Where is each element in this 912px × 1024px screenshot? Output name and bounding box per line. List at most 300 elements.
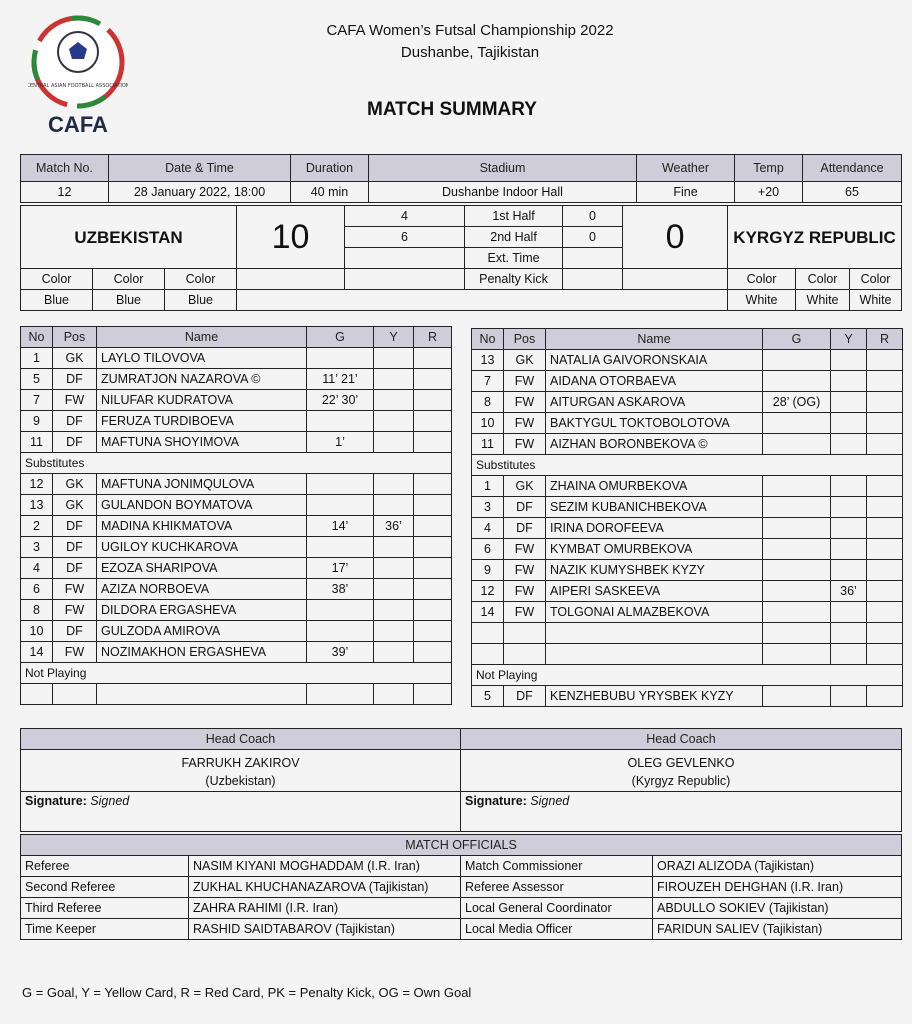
player-name: IRINA DOROFEEVA xyxy=(546,518,763,539)
player-no: 2 xyxy=(21,516,53,537)
player-yellow xyxy=(831,518,867,539)
official-row xyxy=(21,877,902,898)
player-name: NOZIMAKHON ERGASHEVA xyxy=(97,642,307,663)
player-pos xyxy=(504,644,546,665)
player-red xyxy=(414,432,452,453)
player-yellow: 36’ xyxy=(374,516,414,537)
player-name: UGILOY KUCHKAROVA xyxy=(97,537,307,558)
player-goals: 17’ xyxy=(307,558,374,579)
player-red xyxy=(867,518,903,539)
player-red xyxy=(414,495,452,516)
player-red xyxy=(414,558,452,579)
away-period-4 xyxy=(563,269,623,290)
home-coach-country: (Uzbekistan) xyxy=(205,773,276,788)
official-name: ORAZI ALIZODA (Tajikistan) xyxy=(653,856,902,877)
player-red xyxy=(867,434,903,455)
player-no xyxy=(21,684,53,705)
player-yellow xyxy=(831,476,867,497)
player-pos: DF xyxy=(504,497,546,518)
player-row xyxy=(21,579,452,600)
player-name: MAFTUNA SHOYIMOVA xyxy=(97,432,307,453)
player-row xyxy=(21,516,452,537)
player-red xyxy=(414,537,452,558)
player-name: NATALIA GAIVORONSKAIA xyxy=(546,350,763,371)
player-goals: 14’ xyxy=(307,516,374,537)
svg-text:CENTRAL ASIAN FOOTBALL ASSOCIA: CENTRAL ASIAN FOOTBALL ASSOCIATION xyxy=(28,83,128,89)
player-pos: FW xyxy=(53,642,97,663)
player-pos xyxy=(504,623,546,644)
player-row xyxy=(472,602,903,623)
official-row xyxy=(21,898,902,919)
player-yellow xyxy=(831,350,867,371)
player-pos: GK xyxy=(53,474,97,495)
player-row xyxy=(472,581,903,602)
player-goals xyxy=(307,684,374,705)
player-pos: FW xyxy=(504,581,546,602)
player-name: GULANDON BOYMATOVA xyxy=(97,495,307,516)
player-yellow xyxy=(374,537,414,558)
player-red xyxy=(867,371,903,392)
player-no: 10 xyxy=(472,413,504,434)
player-goals xyxy=(307,600,374,621)
player-goals xyxy=(763,539,831,560)
official-role: Time Keeper xyxy=(21,919,189,940)
player-no: 13 xyxy=(472,350,504,371)
header-y: Y xyxy=(831,329,867,350)
player-pos: DF xyxy=(504,518,546,539)
player-row xyxy=(21,621,452,642)
away-color: White xyxy=(796,290,850,311)
away-color: White xyxy=(850,290,902,311)
official-name: ABDULLO SOKIEV (Tajikistan) xyxy=(653,898,902,919)
player-name: MADINA KHIKMATOVA xyxy=(97,516,307,537)
player-no: 8 xyxy=(472,392,504,413)
player-name: ZUMRATJON NAZAROVA © xyxy=(97,369,307,390)
home-color-label: Color xyxy=(93,269,165,290)
player-yellow xyxy=(374,579,414,600)
player-goals xyxy=(307,537,374,558)
player-goals xyxy=(763,623,831,644)
player-red xyxy=(867,686,903,707)
player-goals xyxy=(763,602,831,623)
label-attendance: Attendance xyxy=(803,155,902,182)
away-period-2: 0 xyxy=(563,227,623,248)
header-r: R xyxy=(867,329,903,350)
player-pos: DF xyxy=(53,621,97,642)
player-row xyxy=(21,495,452,516)
substitutes-label: Substitutes xyxy=(472,455,903,476)
home-signature: Signature: Signed xyxy=(21,792,461,832)
player-row xyxy=(472,623,903,644)
home-total-score: 10 xyxy=(237,206,345,269)
home-coach-label: Head Coach xyxy=(21,729,461,750)
period-label-4: Penalty Kick xyxy=(465,269,563,290)
player-name: EZOZA SHARIPOVA xyxy=(97,558,307,579)
player-no: 7 xyxy=(472,371,504,392)
player-pos: DF xyxy=(53,369,97,390)
player-row xyxy=(472,350,903,371)
player-yellow xyxy=(831,686,867,707)
player-yellow xyxy=(374,369,414,390)
player-goals xyxy=(763,644,831,665)
away-lineup-table xyxy=(471,328,903,707)
player-name: KENZHEBUBU YRYSBEK KYZY xyxy=(546,686,763,707)
official-name: RASHID SAIDTABAROV (Tajikistan) xyxy=(189,919,461,940)
home-period-4 xyxy=(345,269,465,290)
period-label-3: Ext. Time xyxy=(465,248,563,269)
player-yellow xyxy=(374,474,414,495)
player-row xyxy=(472,392,903,413)
away-color-label: Color xyxy=(850,269,902,290)
home-color-label: Color xyxy=(165,269,237,290)
player-no: 9 xyxy=(472,560,504,581)
player-yellow xyxy=(374,642,414,663)
player-row xyxy=(21,348,452,369)
player-name: AIDANA OTORBAEVA xyxy=(546,371,763,392)
player-name: DILDORA ERGASHEVA xyxy=(97,600,307,621)
championship-name: CAFA Women’s Futsal Championship 2022 xyxy=(326,22,614,39)
weather: Fine xyxy=(637,182,735,203)
player-no: 6 xyxy=(21,579,53,600)
player-row xyxy=(472,434,903,455)
match-info-table xyxy=(20,154,902,203)
player-goals xyxy=(763,371,831,392)
player-name xyxy=(546,623,763,644)
player-goals: 22’ 30’ xyxy=(307,390,374,411)
official-row xyxy=(21,919,902,940)
header-g: G xyxy=(763,329,831,350)
home-color-label: Color xyxy=(21,269,93,290)
player-red xyxy=(867,560,903,581)
player-pos: FW xyxy=(504,434,546,455)
player-goals: 28’ (OG) xyxy=(763,392,831,413)
legend: G = Goal, Y = Yellow Card, R = Red Card, PK = Penalty Kick, OG = Own Goal xyxy=(22,985,472,1000)
player-yellow xyxy=(374,558,414,579)
header-r: R xyxy=(414,327,452,348)
player-goals xyxy=(307,348,374,369)
player-red xyxy=(867,581,903,602)
away-signature-value: Signed xyxy=(530,794,570,808)
cafa-logo xyxy=(28,12,128,142)
official-name: FARIDUN SALIEV (Tajikistan) xyxy=(653,919,902,940)
official-role: Local General Coordinator xyxy=(461,898,653,919)
official-role: Match Commissioner xyxy=(461,856,653,877)
player-goals xyxy=(763,476,831,497)
player-row xyxy=(472,560,903,581)
player-pos: FW xyxy=(504,560,546,581)
player-row xyxy=(472,476,903,497)
header-no: No xyxy=(472,329,504,350)
not-playing-label: Not Playing xyxy=(21,663,452,684)
player-yellow xyxy=(831,560,867,581)
player-row xyxy=(21,432,452,453)
official-name: ZAHRA RAHIMI (I.R. Iran) xyxy=(189,898,461,919)
player-pos: DF xyxy=(504,686,546,707)
player-name: AITURGAN ASKAROVA xyxy=(546,392,763,413)
player-name xyxy=(97,684,307,705)
label-weather: Weather xyxy=(637,155,735,182)
player-goals: 39’ xyxy=(307,642,374,663)
player-goals: 1’ xyxy=(307,432,374,453)
player-yellow xyxy=(831,497,867,518)
player-red xyxy=(867,539,903,560)
player-no xyxy=(472,644,504,665)
player-red xyxy=(867,350,903,371)
player-no: 4 xyxy=(472,518,504,539)
player-goals xyxy=(763,686,831,707)
away-signature: Signature: Signed xyxy=(461,792,902,832)
player-name: SEZIM KUBANICHBEKOVA xyxy=(546,497,763,518)
svg-text:CAFA: CAFA xyxy=(48,112,108,137)
player-no: 3 xyxy=(21,537,53,558)
away-team-name: KYRGYZ REPUBLIC xyxy=(728,206,902,269)
player-yellow xyxy=(374,600,414,621)
label-date-time: Date & Time xyxy=(109,155,291,182)
away-color: White xyxy=(728,290,796,311)
player-goals xyxy=(307,474,374,495)
player-no: 10 xyxy=(21,621,53,642)
player-red xyxy=(867,623,903,644)
player-red xyxy=(414,474,452,495)
player-name: BAKTYGUL TOKTOBOLOTOVA xyxy=(546,413,763,434)
player-yellow xyxy=(374,390,414,411)
away-coach-name: OLEG GEVLENKO xyxy=(627,755,735,770)
player-name: KYMBAT OMURBEKOVA xyxy=(546,539,763,560)
page-title: MATCH SUMMARY xyxy=(367,99,537,120)
player-no xyxy=(472,623,504,644)
player-no: 1 xyxy=(472,476,504,497)
player-pos: DF xyxy=(53,411,97,432)
header-name: Name xyxy=(546,329,763,350)
player-goals xyxy=(763,434,831,455)
stadium: Dushanbe Indoor Hall xyxy=(369,182,637,203)
player-pos: FW xyxy=(504,413,546,434)
player-red xyxy=(414,369,452,390)
player-name: FERUZA TURDIBOEVA xyxy=(97,411,307,432)
player-no: 1 xyxy=(21,348,53,369)
player-goals: 11’ 21’ xyxy=(307,369,374,390)
player-yellow xyxy=(831,371,867,392)
player-red xyxy=(414,642,452,663)
player-goals xyxy=(763,560,831,581)
official-name: NASIM KIYANI MOGHADDAM (I.R. Iran) xyxy=(189,856,461,877)
player-pos xyxy=(53,684,97,705)
player-red xyxy=(867,392,903,413)
player-name: AIZHAN BORONBEKOVA © xyxy=(546,434,763,455)
player-pos: DF xyxy=(53,516,97,537)
official-role: Referee xyxy=(21,856,189,877)
player-no: 3 xyxy=(472,497,504,518)
away-coach-country: (Kyrgyz Republic) xyxy=(631,773,731,788)
player-red xyxy=(414,516,452,537)
player-row xyxy=(21,537,452,558)
home-color: Blue xyxy=(165,290,237,311)
official-role: Referee Assessor xyxy=(461,877,653,898)
player-name: GULZODA AMIROVA xyxy=(97,621,307,642)
label-temp: Temp xyxy=(735,155,803,182)
period-label-2: 2nd Half xyxy=(465,227,563,248)
duration: 40 min xyxy=(291,182,369,203)
player-goals xyxy=(763,497,831,518)
player-yellow xyxy=(374,684,414,705)
player-pos: FW xyxy=(504,371,546,392)
home-signature-value: Signed xyxy=(90,794,130,808)
player-no: 5 xyxy=(21,369,53,390)
player-yellow xyxy=(831,602,867,623)
player-red xyxy=(414,600,452,621)
player-no: 12 xyxy=(21,474,53,495)
player-row xyxy=(472,686,903,707)
player-pos: DF xyxy=(53,537,97,558)
player-row xyxy=(472,644,903,665)
player-row xyxy=(472,539,903,560)
home-period-3 xyxy=(345,248,465,269)
label-stadium: Stadium xyxy=(369,155,637,182)
player-goals xyxy=(307,621,374,642)
player-name: AIPERI SASKEEVA xyxy=(546,581,763,602)
header-g: G xyxy=(307,327,374,348)
coaches-table xyxy=(20,728,902,832)
header-name: Name xyxy=(97,327,307,348)
away-total-score: 0 xyxy=(623,206,728,269)
player-yellow xyxy=(831,392,867,413)
match-no: 12 xyxy=(21,182,109,203)
player-name xyxy=(546,644,763,665)
player-red xyxy=(414,621,452,642)
player-pos: GK xyxy=(53,348,97,369)
player-no: 7 xyxy=(21,390,53,411)
player-goals: 38’ xyxy=(307,579,374,600)
away-color-label: Color xyxy=(796,269,850,290)
home-lineup-table xyxy=(20,326,452,705)
home-coach-name: FARRUKH ZAKIROV xyxy=(181,755,300,770)
player-goals xyxy=(307,411,374,432)
player-no: 6 xyxy=(472,539,504,560)
player-no: 11 xyxy=(472,434,504,455)
player-name: AZIZA NORBOEVA xyxy=(97,579,307,600)
away-period-3 xyxy=(563,248,623,269)
header-pos: Pos xyxy=(504,329,546,350)
player-name: NILUFAR KUDRATOVA xyxy=(97,390,307,411)
player-no: 13 xyxy=(21,495,53,516)
score-table xyxy=(20,205,902,311)
player-yellow xyxy=(831,539,867,560)
player-row xyxy=(472,371,903,392)
away-coach xyxy=(461,750,902,792)
player-no: 9 xyxy=(21,411,53,432)
player-yellow xyxy=(374,411,414,432)
player-goals xyxy=(307,495,374,516)
player-red xyxy=(414,684,452,705)
player-name: LAYLO TILOVOVA xyxy=(97,348,307,369)
player-goals xyxy=(763,581,831,602)
player-yellow xyxy=(831,644,867,665)
substitutes-label: Substitutes xyxy=(21,453,452,474)
player-name: NAZIK KUMYSHBEK KYZY xyxy=(546,560,763,581)
player-row xyxy=(472,518,903,539)
temp: +20 xyxy=(735,182,803,203)
player-row xyxy=(21,642,452,663)
player-yellow xyxy=(374,495,414,516)
officials-title: MATCH OFFICIALS xyxy=(21,835,902,856)
player-red xyxy=(414,411,452,432)
player-no: 11 xyxy=(21,432,53,453)
player-red xyxy=(867,644,903,665)
official-role: Local Media Officer xyxy=(461,919,653,940)
away-period-1: 0 xyxy=(563,206,623,227)
championship-location: Dushanbe, Tajikistan xyxy=(400,44,540,61)
player-red xyxy=(867,602,903,623)
player-yellow: 36’ xyxy=(831,581,867,602)
player-row xyxy=(21,390,452,411)
player-row xyxy=(21,558,452,579)
player-row xyxy=(472,497,903,518)
player-no: 4 xyxy=(21,558,53,579)
home-color: Blue xyxy=(93,290,165,311)
player-no: 8 xyxy=(21,600,53,621)
label-duration: Duration xyxy=(291,155,369,182)
player-row xyxy=(21,474,452,495)
player-yellow xyxy=(374,621,414,642)
player-row xyxy=(21,600,452,621)
not-playing-label: Not Playing xyxy=(472,665,903,686)
player-no: 14 xyxy=(21,642,53,663)
player-goals xyxy=(763,518,831,539)
official-role: Second Referee xyxy=(21,877,189,898)
player-yellow xyxy=(831,413,867,434)
official-row xyxy=(21,856,902,877)
header-title xyxy=(200,20,740,64)
player-red xyxy=(867,413,903,434)
player-pos: GK xyxy=(504,476,546,497)
player-red xyxy=(414,348,452,369)
official-name: ZUKHAL KHUCHANAZAROVA (Tajikistan) xyxy=(189,877,461,898)
home-color: Blue xyxy=(21,290,93,311)
player-yellow xyxy=(831,434,867,455)
player-yellow xyxy=(374,348,414,369)
away-color-label: Color xyxy=(728,269,796,290)
player-red xyxy=(414,579,452,600)
player-no: 12 xyxy=(472,581,504,602)
home-period-1: 4 xyxy=(345,206,465,227)
player-red xyxy=(867,476,903,497)
attendance: 65 xyxy=(803,182,902,203)
player-goals xyxy=(763,350,831,371)
player-pos: FW xyxy=(504,539,546,560)
officials-table xyxy=(20,834,902,940)
player-no: 14 xyxy=(472,602,504,623)
official-name: FIROUZEH DEHGHAN (I.R. Iran) xyxy=(653,877,902,898)
player-row xyxy=(21,411,452,432)
player-yellow xyxy=(831,623,867,644)
player-row xyxy=(472,413,903,434)
player-yellow xyxy=(374,432,414,453)
player-pos: FW xyxy=(53,390,97,411)
player-name: MAFTUNA JONIMQULOVA xyxy=(97,474,307,495)
player-red xyxy=(414,390,452,411)
player-name: TOLGONAI ALMAZBEKOVA xyxy=(546,602,763,623)
player-pos: GK xyxy=(504,350,546,371)
player-name: ZHAINA OMURBEKOVA xyxy=(546,476,763,497)
player-pos: DF xyxy=(53,432,97,453)
home-coach xyxy=(21,750,461,792)
date-time: 28 January 2022, 18:00 xyxy=(109,182,291,203)
home-period-2: 6 xyxy=(345,227,465,248)
player-pos: GK xyxy=(53,495,97,516)
label-match-no: Match No. xyxy=(21,155,109,182)
home-team-name: UZBEKISTAN xyxy=(21,206,237,269)
away-coach-label: Head Coach xyxy=(461,729,902,750)
